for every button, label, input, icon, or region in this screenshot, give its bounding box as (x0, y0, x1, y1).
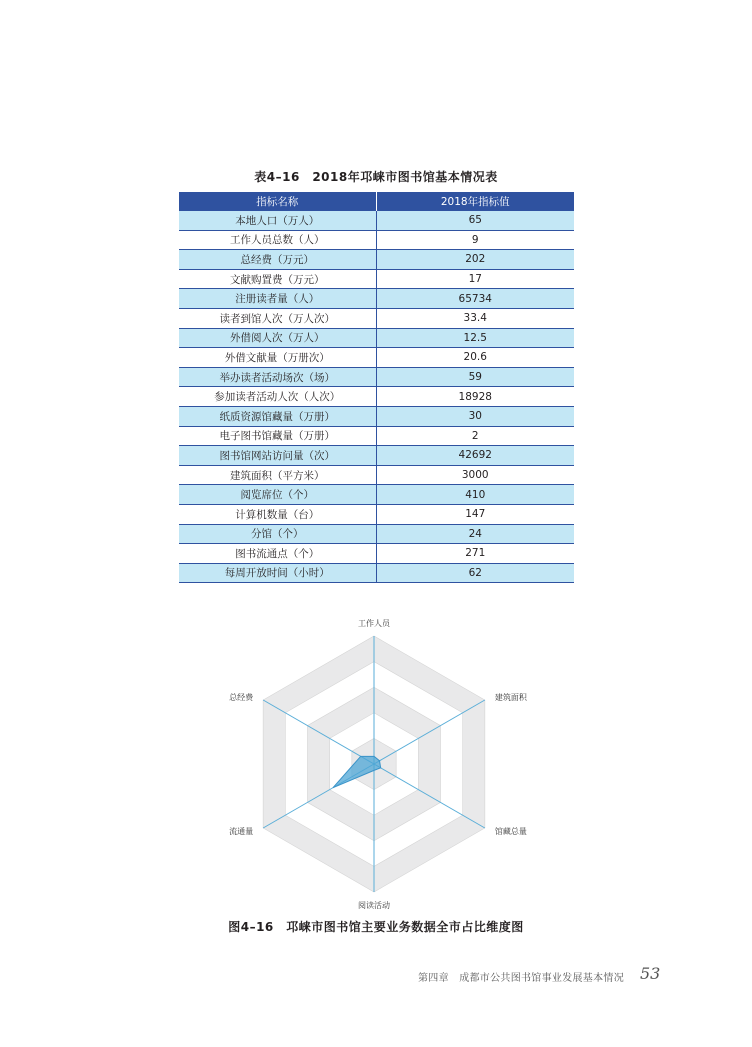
indicator-value-cell: 65 (376, 211, 574, 230)
radar-axis-label: 馆藏总量 (494, 827, 527, 836)
indicator-value-cell: 410 (376, 485, 574, 505)
indicator-value-cell: 2 (376, 426, 574, 446)
indicator-value-cell: 18928 (376, 387, 574, 407)
indicator-name-cell: 外借阅人次（万人） (179, 328, 376, 348)
indicator-name-cell: 图书馆网站访问量（次） (179, 446, 376, 466)
radar-axis-label: 工作人员 (358, 619, 390, 628)
radar-axis-label: 建筑面积 (494, 693, 527, 702)
indicator-name-cell: 本地人口（万人） (179, 211, 376, 230)
indicator-value-cell: 147 (376, 504, 574, 524)
indicator-value-cell: 12.5 (376, 328, 574, 348)
radar-axis-label: 总经费 (229, 693, 254, 702)
indicator-value-cell: 202 (376, 250, 574, 270)
indicator-value-cell: 33.4 (376, 308, 574, 328)
indicator-value-cell: 17 (376, 269, 574, 289)
indicator-name-cell: 建筑面积（平方米） (179, 465, 376, 485)
indicator-name-cell: 外借文献量（万册次） (179, 348, 376, 368)
indicator-name-cell: 图书流通点（个） (179, 544, 376, 564)
indicator-name-cell: 注册读者量（人） (179, 289, 376, 309)
indicator-value-cell: 271 (376, 544, 574, 564)
indicator-name-cell: 计算机数量（台） (179, 504, 376, 524)
figure-caption: 图4–16 邛崃市图书馆主要业务数据全市占比维度图 (228, 920, 524, 934)
indicator-name-cell: 纸质资源馆藏量（万册） (179, 406, 376, 426)
radar-axis-label: 阅读活动 (358, 901, 390, 910)
indicator-name-cell: 工作人员总数（人） (179, 230, 376, 250)
indicator-name-cell: 阅览席位（个） (179, 485, 376, 505)
indicator-value-cell: 20.6 (376, 348, 574, 368)
indicator-value-cell: 3000 (376, 465, 574, 485)
page-number: 53 (640, 964, 661, 983)
radar-axis-label: 流通量 (229, 827, 254, 836)
indicator-value-cell: 30 (376, 406, 574, 426)
indicator-value-cell: 65734 (376, 289, 574, 309)
running-head: 第四章 成都市公共图书馆事业发展基本情况 (418, 973, 624, 984)
indicator-name-cell: 总经费（万元） (179, 250, 376, 270)
column-header-indicator: 指标名称 (179, 192, 376, 211)
indicator-value-cell: 59 (376, 367, 574, 387)
indicator-value-cell: 62 (376, 563, 574, 583)
indicator-name-cell: 读者到馆人次（万人次） (179, 308, 376, 328)
indicator-value-cell: 9 (376, 230, 574, 250)
indicator-value-cell: 42692 (376, 446, 574, 466)
indicator-value-cell: 24 (376, 524, 574, 544)
indicator-name-cell: 参加读者活动人次（人次） (179, 387, 376, 407)
indicator-name-cell: 分馆（个） (179, 524, 376, 544)
indicator-name-cell: 电子图书馆藏量（万册） (179, 426, 376, 446)
table-caption: 表4–16 2018年邛崃市图书馆基本情况表 (254, 170, 498, 184)
indicator-name-cell: 文献购置费（万元） (179, 269, 376, 289)
indicator-name-cell: 每周开放时间（小时） (179, 563, 376, 583)
column-header-value: 2018年指标值 (376, 192, 574, 211)
indicator-name-cell: 举办读者活动场次（场） (179, 367, 376, 387)
